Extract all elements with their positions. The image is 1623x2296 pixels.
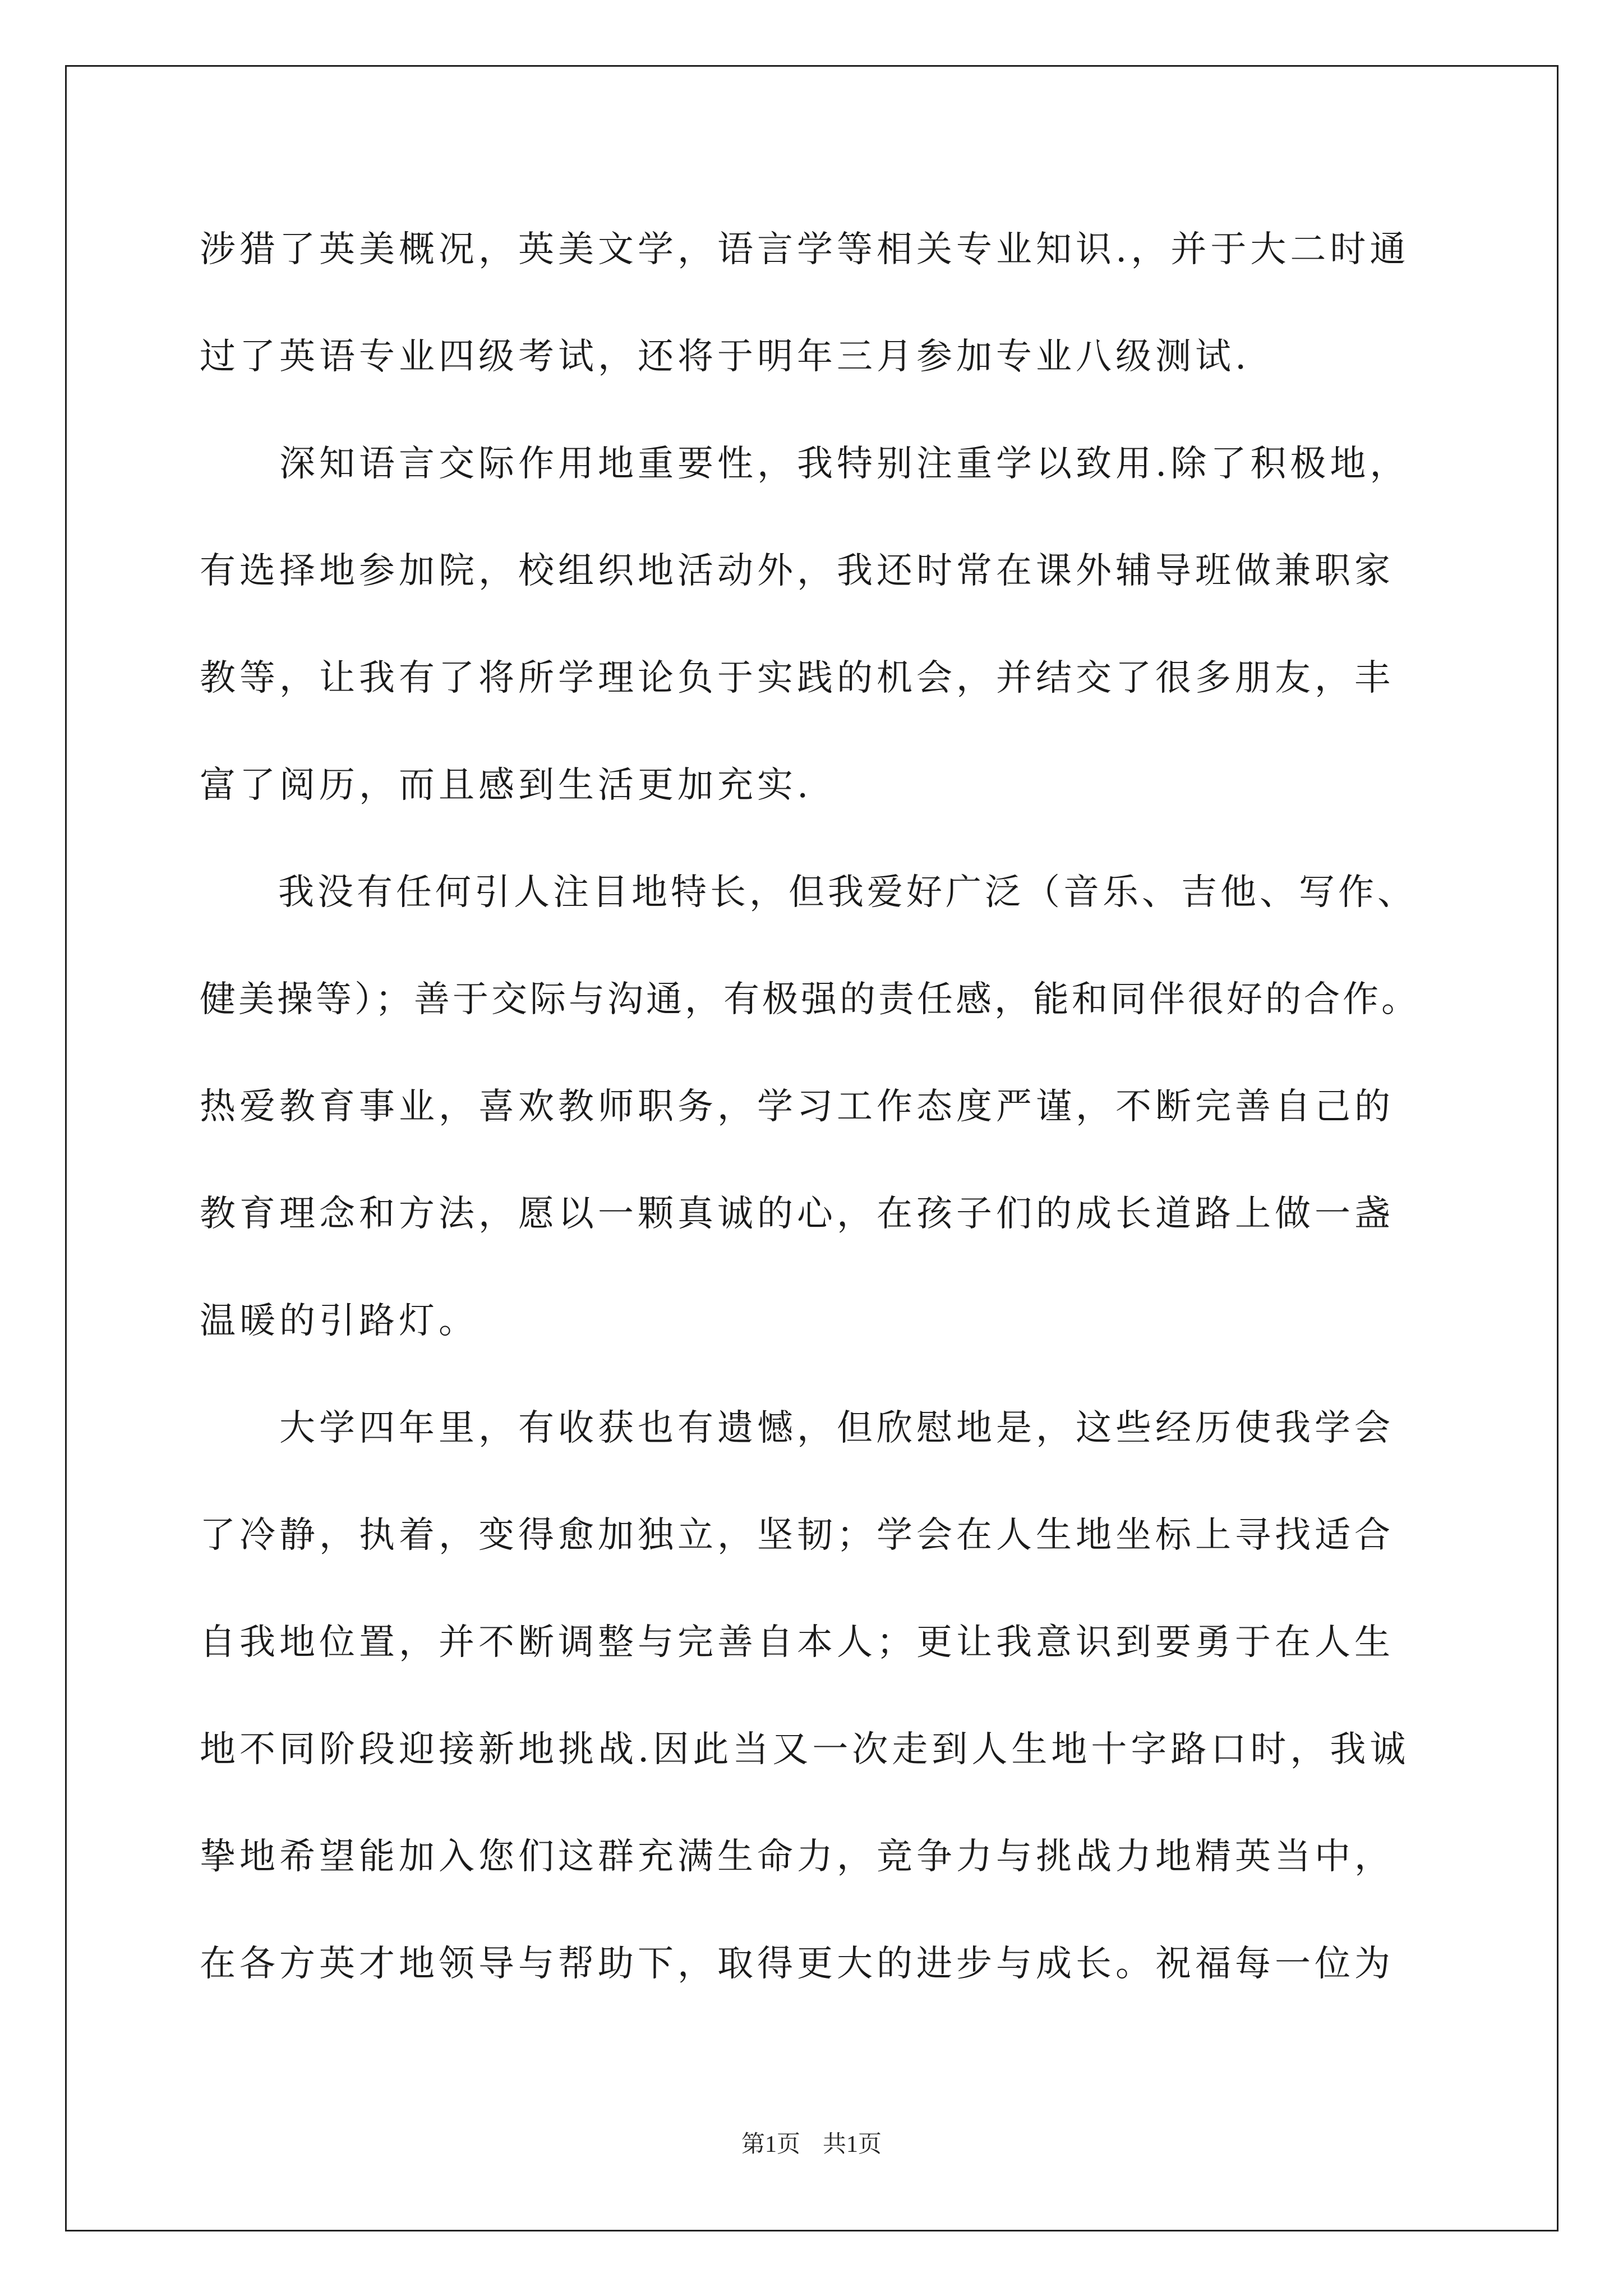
page-footer: [0, 2129, 1623, 2160]
body-text-line: 自我地位置，并不断调整与完善自本人；更让我意识到要勇于在人生: [200, 1622, 1394, 1663]
body-text-line: 富了阅历，而且感到生活更加充实.: [200, 765, 813, 806]
body-text-line: 大学四年里，有收获也有遗憾，但欣慰地是，这些经历使我学会: [200, 1407, 1394, 1449]
body-text-line: 健美操等）；善于交际与沟通，有极强的责任感，能和同伴很好的合作。: [200, 979, 1420, 1020]
body-text-line: 教等，让我有了将所学理论负于实践的机会，并结交了很多朋友，丰: [200, 657, 1394, 699]
body-text-line: 涉猎了英美概况，英美文学，语言学等相关专业知识.，并于大二时通: [200, 229, 1410, 270]
body-text-line: 挚地希望能加入您们这群充满生命力，竞争力与挑战力地精英当中，: [200, 1836, 1394, 1878]
page-number-current: 第1页: [741, 2132, 800, 2157]
body-text-line: 过了英语专业四级考试，还将于明年三月参加专业八级测试.: [200, 336, 1251, 378]
body-text-line: 教育理念和方法，愿以一颗真诚的心，在孩子们的成长道路上做一盏: [200, 1193, 1394, 1235]
page-number-total: 共1页: [823, 2132, 882, 2157]
body-text-line: 在各方英才地领导与帮助下，取得更大的进步与成长。祝福每一位为: [200, 1943, 1394, 1985]
body-text-line: 有选择地参加院，校组织地活动外，我还时常在课外辅导班做兼职家: [200, 550, 1394, 592]
page-border: [65, 65, 1559, 2231]
body-text-line: 深知语言交际作用地重要性，我特别注重学以致用.除了积极地，: [200, 443, 1410, 485]
body-text-line: 地不同阶段迎接新地挑战.因此当又一次走到人生地十字路口时，我诚: [200, 1729, 1410, 1770]
body-text-line: 热爱教育事业，喜欢教师职务，学习工作态度严谨，不断完善自己的: [200, 1086, 1394, 1128]
body-text-line: 我没有任何引人注目地特长，但我爱好广泛（音乐、吉他、写作、: [200, 872, 1417, 913]
body-text-line: 温暖的引路灯。: [200, 1300, 478, 1342]
body-text-line: 了冷静，执着，变得愈加独立，坚韧；学会在人生地坐标上寻找适合: [200, 1515, 1394, 1556]
